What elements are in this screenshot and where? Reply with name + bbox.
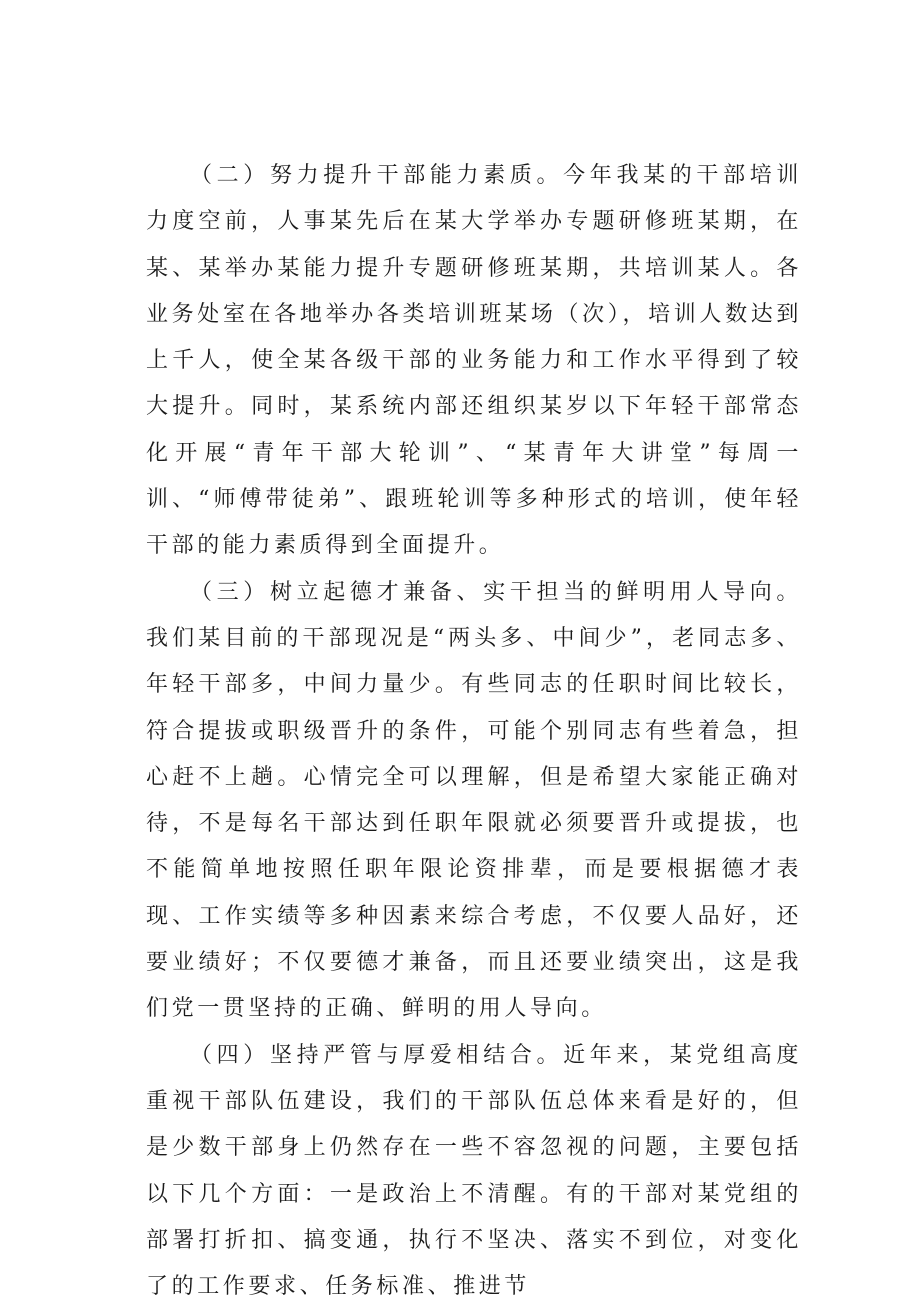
paragraph-section-two: （二）努力提升干部能力素质。今年我某的干部培训力度空前，人事某先后在某大学举办专题研修班某期，在某、某举办某能力提升专题研修班某期，共培训某人。各业务处室在各地举办各类培训班某场（次），培训人数达到上千人，使全某各级干部的业务能力和工作水平得到了较大提升。同时，某系统内部还组织某岁以下年轻干部常态化开展“青年干部大轮训”、“某青年大讲堂”每周一训、“师傅带徒弟”、跟班轮训等多种形式的培训，使年轻干部的能力素质得到全面提升。 [146, 163, 802, 559]
paragraph-section-three: （三）树立起德才兼备、实干担当的鲜明用人导向。我们某目前的干部现况是“两头多、中间少”，老同志多、年轻干部多，中间力量少。有些同志的任职时间比较长，符合提拔或职级晋升的条件，可能个别同志有些着急，担心赶不上趟。心情完全可以理解，但是希望大家能正确对待，不是每名干部达到任职年限就必须要晋升或提拔，也不能简单地按照任职年限论资排辈，而是要根据德才表现、工作实绩等多种因素来综合考虑，不仅要人品好，还要业绩好；不仅要德才兼备，而且还要业绩突出，这是我们党一贯坚持的正确、鲜明的用人导向。 [146, 579, 802, 1022]
paragraph-section-four: （四）坚持严管与厚爱相结合。近年来，某党组高度重视干部队伍建设，我们的干部队伍总体来看是好的，但是少数干部身上仍然存在一些不容忽视的问题，主要包括以下几个方面：一是政治上不清醒。有的干部对某党组的部署打折扣、搞变通，执行不坚决、落实不到位，对变化了的工作要求、任务标准、推进节 [146, 1042, 802, 1300]
document-body [146, 153, 802, 1310]
